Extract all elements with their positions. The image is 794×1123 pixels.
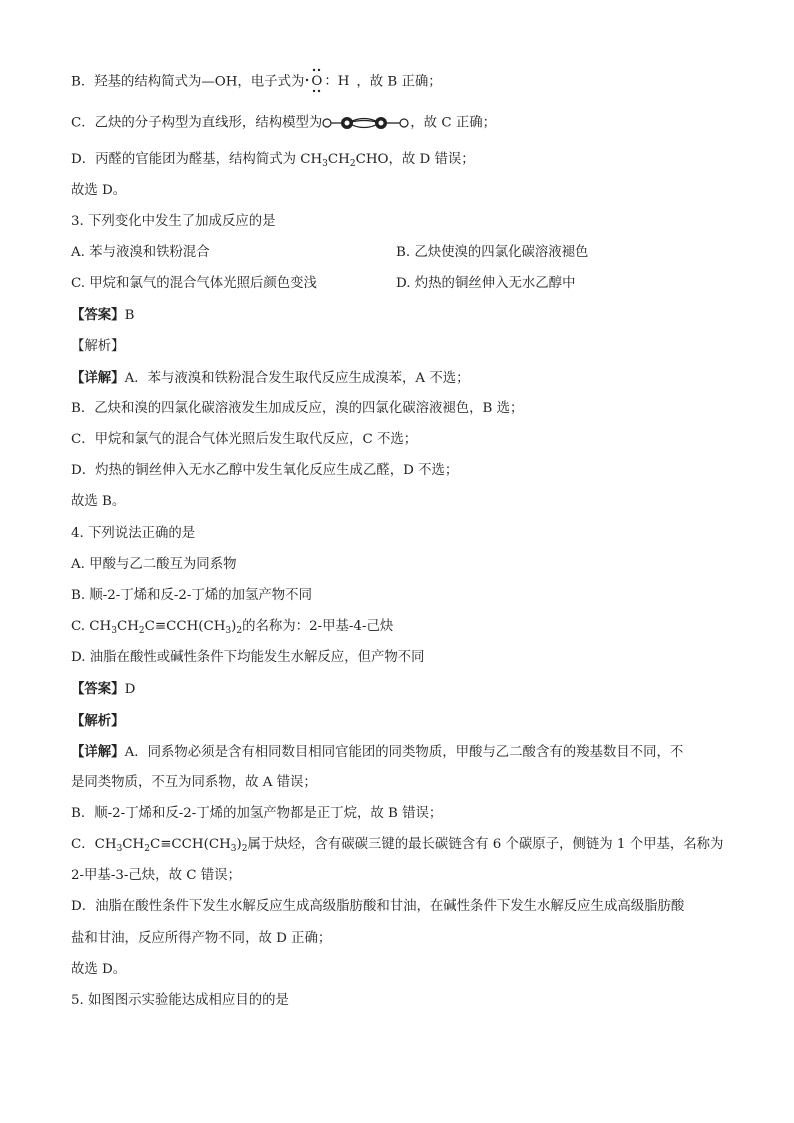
sub: 2 [236,626,243,636]
q3-stem: 3. 下列变化中发生了加成反应的是 [71,214,276,229]
q3-choose: 故选 B。 [71,494,126,509]
q3-detail-a-text: A．苯与液溴和铁粉混合发生取代反应生成溴苯，A 不选； [124,371,470,386]
q4-option-b: B. 顺-2-丁烯和反-2-丁烯的加氢产物不同 [71,588,312,603]
answer-tag: 【答案】 [71,307,125,323]
q2-c-text: C．乙炔的分子构型为直线形，结构模型为 [71,115,323,131]
q3-option-b: B. 乙炔使溴的四氯化碳溶液褪色 [396,245,589,260]
answer-tag: 【答案】 [71,681,125,697]
q4-detail-c2: 2-甲基-3-己炔，故 C 错误； [71,868,241,883]
answer-value: B [124,308,135,323]
detail-tag: 【详解】 [71,370,125,386]
q4-answer [71,679,754,700]
detail-tag: 【详解】 [71,744,125,760]
q4-option-d: D. 油脂在酸性或碱性条件下均能发生水解反应，但产物不同 [71,650,425,665]
q4-c-part: C. CH [71,619,112,634]
q3-detail-a [71,368,754,389]
sub: 3 [116,844,123,854]
q4-analysis-tag: 【解析】 [71,713,125,729]
q3-detail-d: D．灼热的铜丝伸入无水乙醇中发生氧化反应生成乙醛，D 不选； [71,463,459,478]
oxygen-symbol: O [311,74,323,89]
q3-options-row1 [71,243,754,263]
sub: 3 [111,626,117,636]
q2-b-result: ，故 B 正确； [356,74,442,90]
q4-dc-part: 属于炔烃，含有碳碳三键的最长碳链含有 6 个碳原子，侧链为 1 个甲基，名称为 [247,837,724,852]
q4-c-part: CH [116,619,139,634]
q2-c-result: ，故 C 正确； [410,115,496,131]
q2-d-result: CHO，故 D 错误； [355,152,475,167]
sub: 2 [138,626,145,636]
q4-detail-a1 [71,742,754,763]
q4-c-part: C≡CCH(CH [144,619,226,634]
q4-dc-part: C≡CCH(CH [149,837,231,852]
q2-option-c [71,113,754,134]
q4-dc-part: C．CH [71,837,117,852]
q5-stem: 5. 如图图示实验能达成相应目的的是 [71,993,289,1008]
q2-option-b [71,72,754,93]
q3-option-c: C. 甲烷和氯气的混合气体光照后颜色变浅 [71,276,317,291]
q4-option-c [71,617,754,637]
q4-detail-b: B．顺-2-丁烯和反-2-丁烯的加氢产物都是正丁烷，故 B 错误； [71,806,443,821]
q3-detail-c: C．甲烷和氯气的混合气体光照后发生取代反应，C 不选； [71,432,418,447]
q4-dc-part: ) [236,837,242,852]
q2-d-text: D．丙醛的官能团为醛基，结构简式为 CH [71,152,323,167]
q2-d-mid: CH [327,152,350,167]
q4-detail-a1-text: A．同系物必须是含有相同数目相同官能团的同类物质，甲酸与乙二酸含有的羧基数目不同，不 [124,745,684,760]
q4-detail-d1: D．油脂在酸性条件下发生水解反应生成高级脂肪酸和甘油，在碱性条件下发生水解反应生成高级脂肪酸 [71,899,685,914]
q4-stem: 4. 下列说法正确的是 [71,526,196,541]
q3-options-row2 [71,274,754,294]
q4-detail-c1 [71,835,754,855]
q4-c-part: ) [231,619,237,634]
q3-analysis-tag: 【解析】 [71,339,125,354]
sub-2: 2 [349,159,356,169]
sub: 2 [144,844,150,854]
q4-detail-a2: 是同类物质，不互为同系物，故 A 错误； [71,775,317,790]
q4-option-a: A. 甲酸与乙二酸互为同系物 [71,557,237,572]
q4-dc-part: CH [122,837,145,852]
q2-choose: 故选 D。 [71,183,127,198]
answer-value: D [124,682,136,697]
q3-option-a: A. 苯与液溴和铁粉混合 [71,245,210,260]
sub: 2 [241,844,248,854]
q4-detail-d2: 盐和甘油，反应所得产物不同，故 D 正确； [71,931,332,946]
q2-b-text: B．羟基的结构简式为—OH，电子式为 [71,74,305,90]
q2-option-d [71,150,754,170]
sub: 3 [225,626,232,636]
q4-choose: 故选 D。 [71,962,127,977]
acetylene-ball-stick-model-icon [322,113,410,133]
electron-formula [304,72,356,92]
sub: 3 [230,844,237,854]
q3-detail-b: B．乙炔和溴的四氯化碳溶液发生加成反应，溴的四氯化碳溶液褪色，B 选； [71,401,524,416]
hydrogen-symbol: ：H [324,74,350,89]
q3-option-d: D. 灼热的铜丝伸入无水乙醇中 [396,276,576,291]
sub-3: 3 [322,159,328,169]
q4-c-part: 的名称为：2-甲基-4-己炔 [242,619,394,634]
q3-answer [71,305,754,326]
